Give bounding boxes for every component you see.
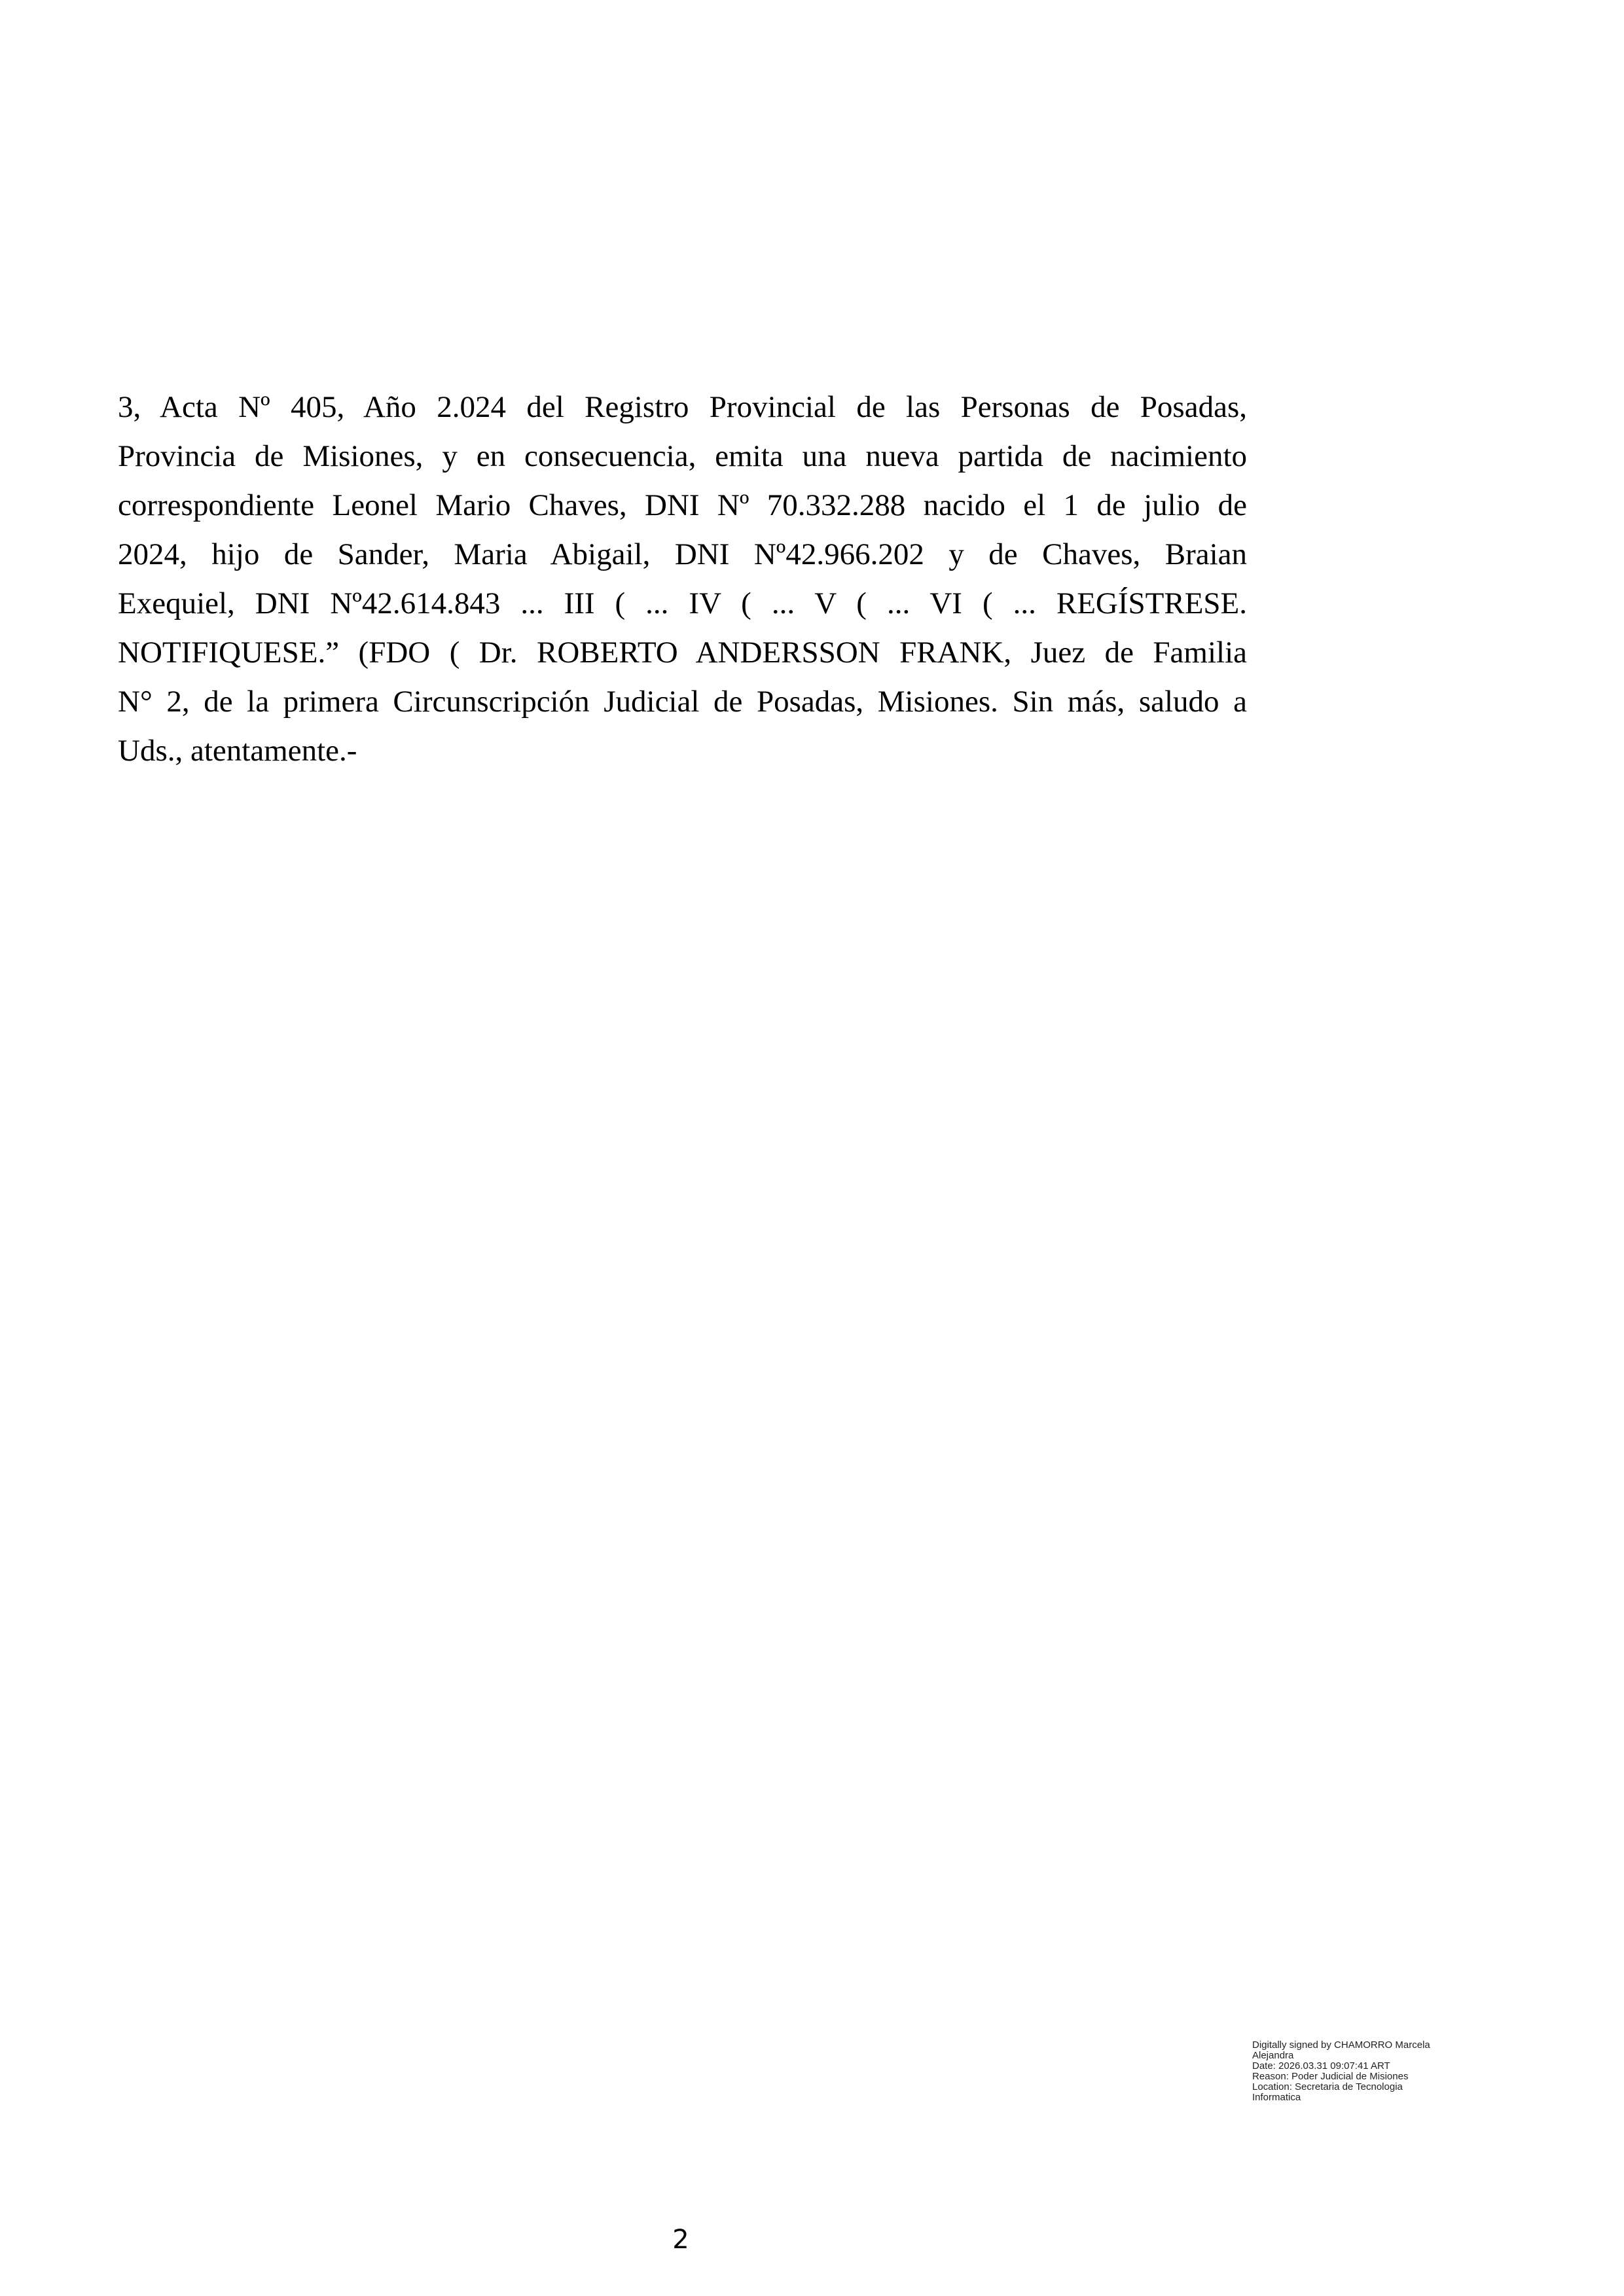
body-line: Uds., atentamente.- [118,734,357,768]
signature-line: Digitally signed by CHAMORRO Marcela [1252,2039,1430,2051]
digital-signature-block [1252,2040,1527,2103]
body-line: 2024, hijo de Sander, Maria Abigail, DNI Nº42.966.202 y de Chaves, Braian [118,537,1247,571]
signature-line: Alejandra [1252,2050,1294,2061]
body-line: Provincia de Misiones, y en consecuencia, emita una nueva partida de nacimiento [118,439,1247,473]
body-line: NOTIFIQUESE.” (FDO ( Dr. ROBERTO ANDERSSON FRANK, Juez de Familia [118,636,1247,670]
body-line: correspondiente Leonel Mario Chaves, DNI Nº 70.332.288 nacido el 1 de julio de [118,488,1247,522]
signature-line: Location: Secretaria de Tecnologia [1252,2081,1403,2092]
page-number: 2 [672,2225,689,2255]
body-line: N° 2, de la primera Circunscripción Judicial de Posadas, Misiones. Sin más, saludo a [118,685,1247,719]
signature-line: Date: 2026.03.31 09:07:41 ART [1252,2060,1390,2072]
body-line: 3, Acta Nº 405, Año 2.024 del Registro Provincial de las Personas de Posadas, [118,390,1247,424]
signature-line: Informatica [1252,2092,1301,2103]
signature-line: Reason: Poder Judicial de Misiones [1252,2071,1409,2082]
body-paragraph [118,383,1247,776]
body-line: Exequiel, DNI Nº42.614.843 ... III ( ... IV ( ... V ( ... VI ( ... REGÍSTRESE. [118,586,1247,620]
